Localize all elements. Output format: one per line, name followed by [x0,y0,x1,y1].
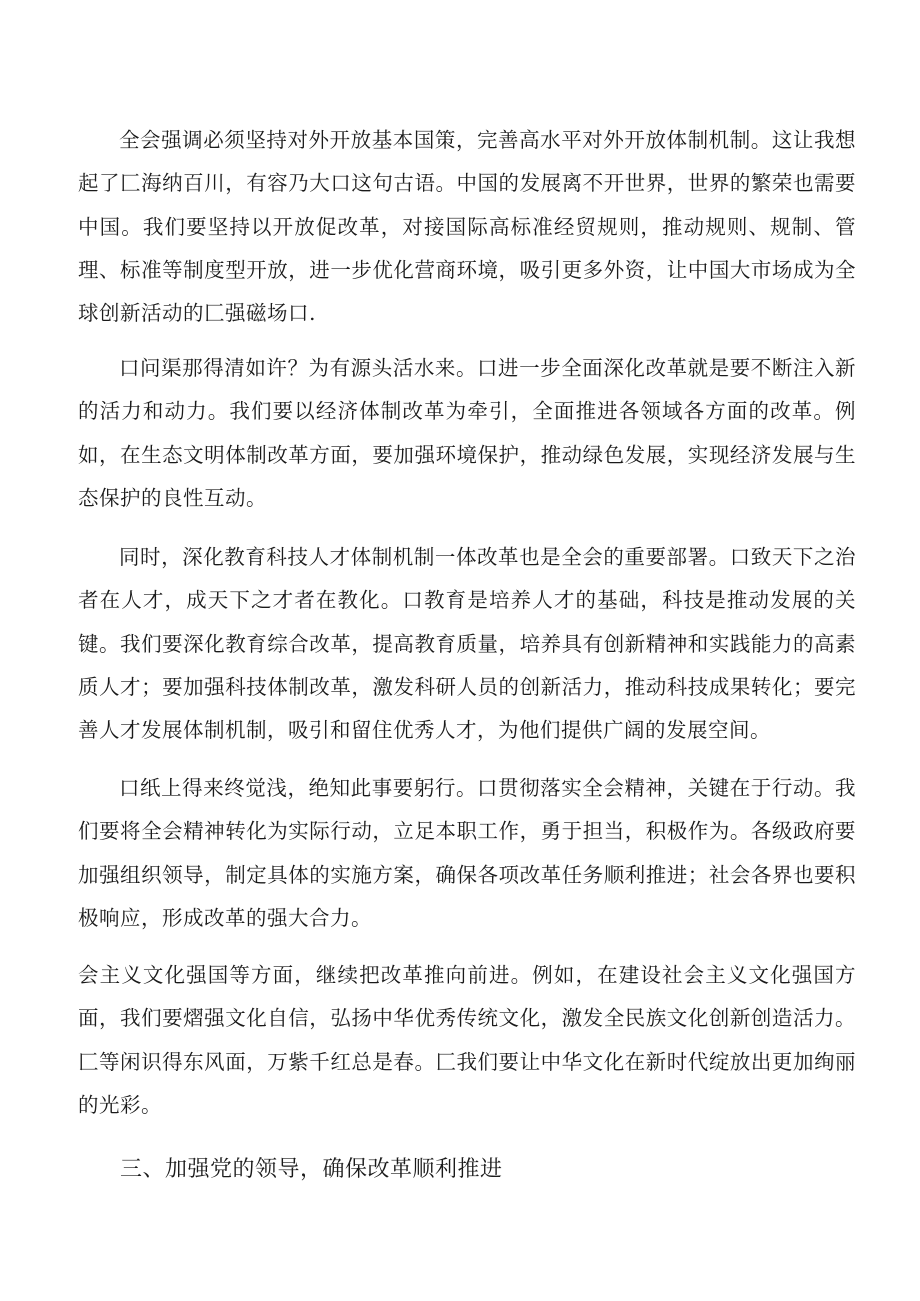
paragraph-education-talent: 同时，深化教育科技人才体制机制一体改革也是全会的重要部署。口致天下之治者在人才，成天下之才者在教化。口教育是培养人才的基础，科技是推动发展的关键。我们要深化教育综合改革，提高教育质量，培养具有创新精神和实践能力的高素质人才；要加强科技体制改革，激发科研人员的创新活力，推动科技成果转化；要完善人才发展体制机制，吸引和留住优秀人才，为他们提供广阔的发展空间。 [78,545,856,743]
paragraph-opening-up: 全会强调必须坚持对外开放基本国策，完善高水平对外开放体制机制。这让我想起了匚海纳百川，有容乃大口这句古语。中国的发展离不开世界，世界的繁荣也需要中国。我们要坚持以开放促改革，对接国际高标准经贸规则，推动规则、规制、管理、标准等制度型开放，进一步优化营商环境，吸引更多外资，让中国大市场成为全球创新活动的匚强磁场口. [78,128,856,326]
paragraph-implementation: 口纸上得来终觉浅，绝知此事要躬行。口贯彻落实全会精神，关键在于行动。我们要将全会精神转化为实际行动，立足本职工作，勇于担当，积极作为。各级政府要加强组织领导，制定具体的实施方案，确保各项改革任务顺利推进；社会各界也要积极响应，形成改革的强大合力。 [78,776,856,930]
paragraph-culture: 会主义文化强国等方面，继续把改革推向前进。例如，在建设社会主义文化强国方面，我们要熠强文化自信，弘扬中华优秀传统文化，激发全民族文化创新创造活力。匚等闲识得东风面，万紫千红总是春。匚我们要让中华文化在新时代绽放出更加绚丽的光彩。 [78,963,856,1117]
paragraph-deepening-reform: 口问渠那得清如许？为有源头活水来。口进一步全面深化改革就是要不断注入新的活力和动力。我们要以经济体制改革为牵引，全面推进各领域各方面的改革。例如，在生态文明体制改革方面，要加强环境保护，推动绿色发展，实现经济发展与生态保护的良性互动。 [78,356,856,510]
section-heading: 三、加强党的领导，确保改革顺利推进 [120,1157,503,1182]
